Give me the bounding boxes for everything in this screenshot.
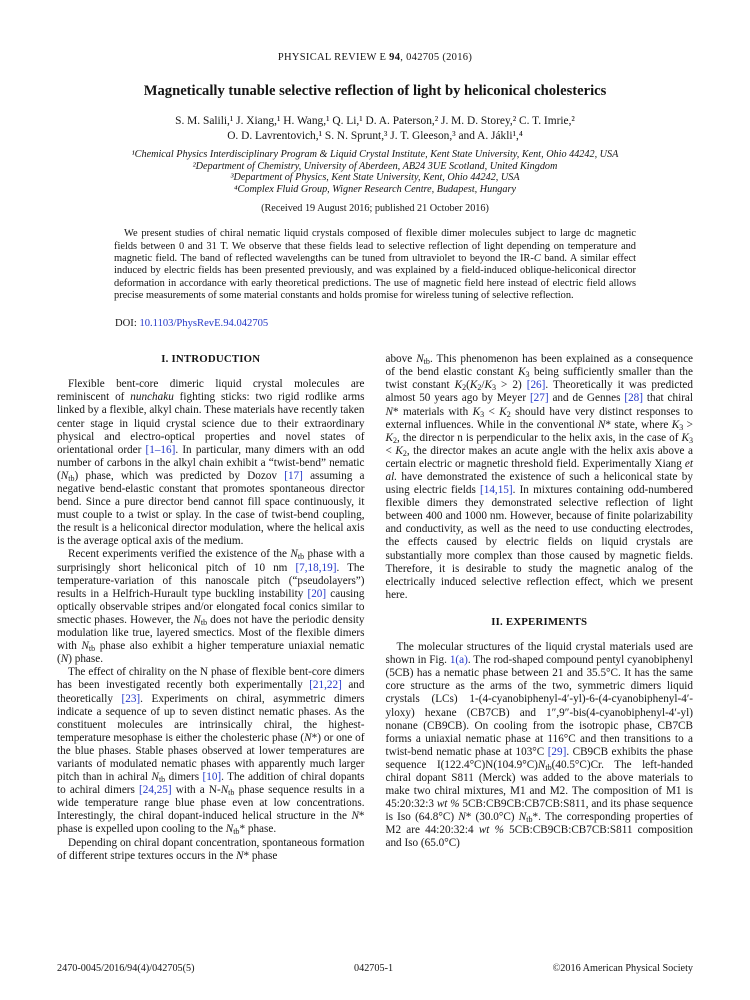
journal-issue-info: , 042705 (2016) — [400, 52, 473, 63]
affiliation: ²Department of Chemistry, University of Aberdeen, AB24 3UE Scotland, United Kingdom — [192, 160, 558, 172]
left-column — [57, 353, 365, 863]
paragraph: Recent experiments verified the existence of the $N_{tb}$ phase with a surprisingly short heliconical pitch of 10 nm [7,18,19]. The temperature-variation of this nanoscale pitch (“pseudolayers”) results in a Helfrich-Hurault type buckling instability [20] causing optically observable stripes and/or elongated focal conics similar to smectic phases. However, the $N_{tb}$ does not have the periodic density modulation like true, layered smectics. Most of the flexible dimers with $N_{tb}$ phase also exhibit a higher temperature uniaxial nematic (N) phase. — [57, 548, 365, 666]
paragraph: Flexible bent-core dimeric liquid crystal molecules are reminiscent of nunchaku fighting sticks: two rigid rodlike arms linked by a flexible, alkyl chain. These materials have recently taken center stage in liquid crystal science due to their extraordinary physical and electro-optical properties and novel states of orientational order [1–16]. In particular, many dimers with an odd number of carbons in the alkyl chain exhibit a “twist-bend” nematic $(N_{tb})$ phase, which was predicted by Dozov [17] assuming a negative bend-elastic constant that promotes spontaneous director bend. Since a pure director bend cannot fill space continuously, it must couple to a twist or splay. In the case of twist-bend coupling, the result is a heliconical director modulation, where the helical axis is the average optical axis of the medium. — [57, 378, 365, 548]
paragraph: The effect of chirality on the N phase of flexible bent-core dimers has been investigated recently both experimentally [21,22] and theoretically [23]. Experiments on chiral, asymmetric dimers indicate a sequence of up to seven distinct nematic phases. As the constituent molecules are intrinsically chiral, the highest-temperature mesophase is either the cholesteric phase (N*) or one of the blue phases. Stable phases observed at lower temperatures are variants of modulated nematic phases with apparently much larger pitch than in achiral $N_{tb}$ dimers [10]. The addition of chiral dopants to achiral dimers [24,25] with a $N-N_{tb}$ phase sequence results in a wide temperature range blue phase even at low concentrations. Interestingly, the chiral dopant-induced helical structure in the N* phase is expelled upon cooling to the $N_{tb}*$ phase. — [57, 666, 365, 837]
doi-link[interactable]: 10.1103/PhysRevE.94.042705 — [139, 318, 269, 330]
citation-link[interactable]: [29] — [547, 745, 567, 758]
page-footer — [57, 963, 693, 974]
citation-link[interactable]: [26] — [526, 379, 546, 392]
citation-link[interactable]: [21,22] — [309, 679, 342, 692]
paragraph: Depending on chiral dopant concentration, spontaneous formation of different stripe textures occurs in the N* phase — [57, 836, 365, 862]
copyright-notice: ©2016 American Physical Society — [552, 963, 693, 974]
authors-line-1: S. M. Salili,¹ J. Xiang,¹ H. Wang,¹ Q. Li,¹ D. A. Paterson,² J. M. D. Storey,² C. T. Imrie,² — [175, 115, 575, 127]
received-line: (Received 19 August 2016; published 21 October 2016) — [261, 203, 489, 215]
page-number: 042705-1 — [354, 963, 394, 974]
paper-title: Magnetically tunable selective reflection of light by heliconical cholesterics — [143, 83, 607, 99]
citation-link[interactable]: [27] — [529, 392, 549, 405]
right-column — [386, 353, 694, 863]
figure-link[interactable]: 1(a) — [449, 654, 468, 667]
two-column-body — [57, 353, 693, 863]
citation-link[interactable]: [28] — [624, 392, 643, 405]
affiliation: ¹Chemical Physics Interdisciplinary Program & Liquid Crystal Institute, Kent State University, Kent, Ohio 44242, USA — [131, 149, 619, 160]
citation-link[interactable]: [10] — [202, 771, 222, 784]
citation-link[interactable]: [1–16] — [145, 443, 176, 456]
journal-header — [57, 52, 693, 63]
citation-link[interactable]: [23] — [121, 692, 141, 705]
journal-volume: 94 — [389, 52, 401, 63]
paragraph-continuation: above $N_{tb}$. This phenomenon has been explained as a consequence of the bend elastic constant $K_3$ being sufficiently smaller than the twist constant $K_2(K_2/K_3 > 2)$ [26]. Theoretically it was predicted almost 50 years ago by Meyer [27] and de Gennes [28] that chiral N* materials with $K_3 < K_2$ should have very distinct responses to external influences. While in the conventional N* state, where $K_3 > K_2$, the director n is perpendicular to the helix axis, in the case of $K_3 < K_2$, the director makes an acute angle with the helix axis above a certain electric or magnetic threshold field. Experimentally Xiang et al. have demonstrated the existence of such a heliconical state by using electric fields [14,15]. In mixtures containing odd-numbered flexible dimers they demonstrated selective reflection of light between 400 and 1000 nm. However, because of finite polarizability and conductivity, as well as the need to use conducting electrodes, the effects caused by electric fields on liquid crystals are substantially more complex than those caused by magnetic fields. Therefore, it is desirable to study the magnetic analog of the electrically induced selective reflection effect, which we present here. — [385, 353, 694, 601]
doi-line — [115, 318, 693, 329]
citation-link[interactable]: [24,25] — [139, 784, 172, 797]
authors-block — [57, 114, 693, 143]
citation-link[interactable]: [7,18,19] — [295, 561, 337, 574]
affiliation: ⁴Complex Fluid Group, Wigner Research Centre, Budapest, Hungary — [234, 183, 516, 195]
affiliation: ³Department of Physics, Kent State University, Kent, Ohio 44242, USA — [230, 172, 520, 184]
doi-label: DOI: — [115, 318, 137, 330]
citation-link[interactable]: [14,15] — [480, 484, 513, 497]
affiliations-block — [57, 149, 693, 195]
citation-link[interactable]: [17] — [284, 469, 303, 482]
abstract-text: We present studies of chiral nematic liquid crystals composed of flexible dimer molecules subject to large dc magnetic fields between 0 and 31 T. We observe that these fields lead to selective reflection of light depending on temperature and magnetic field. The band of reflected wavelengths can be tuned from ultraviolet to beyond the IR-C band. A similar effect induced by electric fields has been presented previously, and was explained by a field-induced oblique-heliconical director deformation in accordance with early theoretical predictions. The use of magnetic field here instead of electric field allows precise measurements of some material constants and holds promise for wireless tuning of selective reflection. — [114, 228, 636, 301]
issn-code: 2470-0045/2016/94(4)/042705(5) — [57, 963, 195, 974]
journal-name: PHYSICAL REVIEW E — [277, 52, 390, 63]
paragraph: The molecular structures of the liquid crystal materials used are shown in Fig. 1(a). The rod-shaped compound pentyl cyanobiphenyl (5CB) has a nematic phase between 21 and 35.5°C. It has the same core structure as the arms of the two, symmetric dimers liquid crystals (LCs) 1-(4-cyanobiphenyl-4′-yl)-6-(4-cyanobiphenyl-4′-yloxy) hexane (CB7CB) and 1″,9″-bis(4-cyanobiphenyl-4′-yl) nonane (CB9CB). On cooling from the isotropic phase, CB7CB forms a uniaxial nematic phase at 116°C and then transitions to a twist-bend nematic phase at 103°C [29]. CB9CB exhibits the phase sequence $I(122.4^\circ C)N(104.9^\circ C)N_{tb}(40.5^\circ C)Cr$. The left-handed chiral dopant S811 (Merck) was added to the above materials to make two chiral mixtures, M1 and M2. The composition of M1 is 45:20:32:3 wt % 5CB:CB9CB:CB7CB:S811, and its phase sequence is Iso (64.8°C) N* (30.0°C) $N_{tb}*$. The corresponding properties of M2 are 44:20:32:4 wt % 5CB:CB9CB:CB7CB:S811 composition and Iso (65.0°C) — [385, 641, 694, 850]
authors-line-2: O. D. Lavrentovich,¹ S. N. Sprunt,³ J. T. Gleeson,³ and A. Jákli¹,⁴ — [227, 129, 523, 142]
section-heading-introduction: I. INTRODUCTION — [161, 353, 261, 366]
section-heading-experiments: II. EXPERIMENTS — [491, 615, 588, 628]
citation-link[interactable]: [20] — [307, 587, 327, 600]
